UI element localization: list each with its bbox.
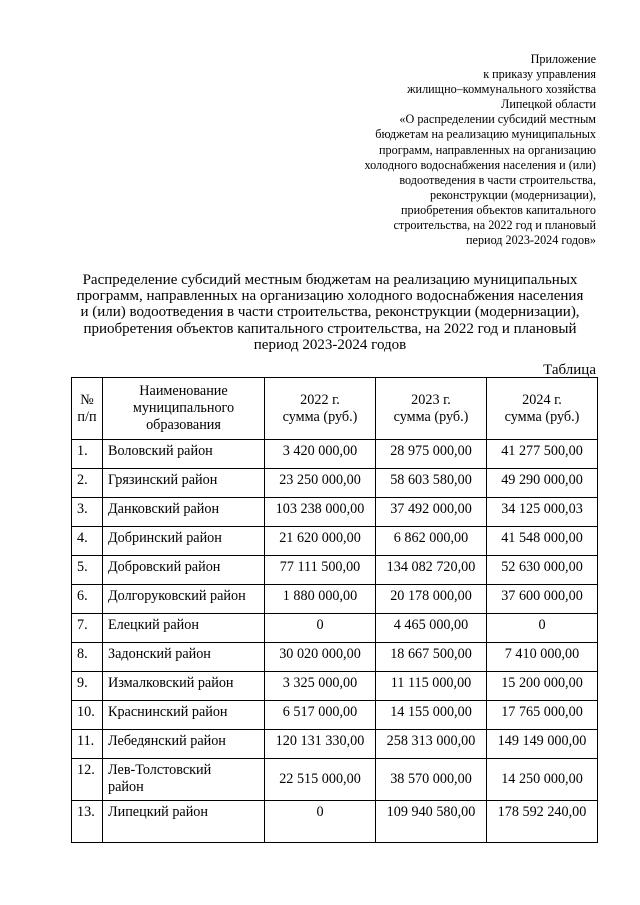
cell-2022: 6 517 000,00 [265,701,376,730]
cell-2024: 178 592 240,00 [487,801,598,843]
cell-num: 10. [72,701,103,730]
title-line: период 2023-2024 годов [253,336,407,353]
cell-name: Задонский район [103,643,265,672]
table-row [72,556,598,585]
cell-name: Липецкий район [103,801,265,843]
annex-block [296,52,596,248]
title-line: приобретения объектов капитального строительства, на 2022 год и плановый [83,320,577,337]
cell-name: Воловский район [103,440,265,469]
cell-2022: 0 [265,801,376,843]
cell-2024: 41 548 000,00 [487,527,598,556]
cell-name: Долгоруковский район [103,585,265,614]
cell-num: 6. [72,585,103,614]
table-header-row [72,378,598,440]
cell-num: 7. [72,614,103,643]
cell-2024: 34 125 000,03 [487,498,598,527]
cell-2022: 77 111 500,00 [265,556,376,585]
cell-2024: 15 200 000,00 [487,672,598,701]
cell-2023: 58 603 580,00 [376,469,487,498]
cell-value: 22 515 000,00 [279,771,361,787]
table-row [72,672,598,701]
cell-name: Измалковский район [103,672,265,701]
annex-line: программ, направленных на организацию [379,142,596,157]
table-label: Таблица [543,362,596,378]
cell-2023: 134 082 720,00 [376,556,487,585]
header-text: сумма (руб.) [282,408,358,425]
cell-num: 8. [72,643,103,672]
cell-2023: 20 178 000,00 [376,585,487,614]
cell-num: 2. [72,469,103,498]
title-line: и (или) водоотведения в части строительства, реконструкции (модернизации), [80,304,580,321]
cell-name [103,759,265,801]
cell-2022: 21 620 000,00 [265,527,376,556]
annex-line: реконструкции (модернизации), [429,187,596,202]
cell-2023 [376,759,487,801]
cell-2022: 3 325 000,00 [265,672,376,701]
cell-2023: 109 940 580,00 [376,801,487,843]
table-row [72,801,598,843]
cell-name: Данковский район [103,498,265,527]
cell-2024: 149 149 000,00 [487,730,598,759]
cell-num: 5. [72,556,103,585]
cell-2023: 6 862 000,00 [376,527,487,556]
title-line: Распределение субсидий местным бюджетам на реализацию муниципальных [82,272,578,288]
annex-line: жилищно–коммунального хозяйства [407,82,596,97]
table-row [72,440,598,469]
cell-2024: 37 600 000,00 [487,585,598,614]
table-row [72,759,598,801]
cell-name: Елецкий район [103,614,265,643]
header-text: п/п [77,408,97,425]
cell-name: Добровский район [103,556,265,585]
annex-line: период 2023-2024 годов» [466,233,596,248]
cell-2024: 7 410 000,00 [487,643,598,672]
table-row [72,498,598,527]
header-2023 [376,378,487,440]
header-text: 2023 г. [411,391,451,408]
cell-2022: 23 250 000,00 [265,469,376,498]
cell-value: 14 250 000,00 [501,771,583,787]
header-text: Наименование [139,383,228,399]
cell-2024: 17 765 000,00 [487,701,598,730]
header-2022 [265,378,376,440]
cell-2022: 3 420 000,00 [265,440,376,469]
table-row [72,614,598,643]
annex-line: водоотведения в части строительства, [399,172,596,187]
cell-name: Лебедянский район [103,730,265,759]
cell-2023: 37 492 000,00 [376,498,487,527]
cell-num: 3. [72,498,103,527]
table-row [72,469,598,498]
title-line: программ, направленных на организацию холодного водоснабжения населения [76,288,584,305]
header-text: сумма (руб.) [504,408,580,425]
header-text: 2022 г. [300,391,340,408]
cell-2023: 18 667 500,00 [376,643,487,672]
table-row [72,527,598,556]
annex-line: к приказу управления [483,67,596,82]
table-row [72,643,598,672]
cell-name: Краснинский район [103,701,265,730]
cell-2022: 103 238 000,00 [265,498,376,527]
cell-name-line: Лев-Толстовский [108,762,212,778]
cell-2024 [487,759,598,801]
document-title [60,272,600,353]
cell-2023: 4 465 000,00 [376,614,487,643]
cell-name: Добринский район [103,527,265,556]
header-2024 [487,378,598,440]
header-text: 2024 г. [522,391,562,408]
cell-num: 12. [72,759,103,801]
cell-value: 38 570 000,00 [390,771,472,787]
cell-2023: 28 975 000,00 [376,440,487,469]
annex-line: Приложение [530,52,596,66]
cell-num: 11. [72,730,103,759]
cell-2023: 14 155 000,00 [376,701,487,730]
cell-name: Грязинский район [103,469,265,498]
cell-num: 13. [72,801,103,843]
header-text: муниципального [132,400,235,416]
cell-num: 9. [72,672,103,701]
cell-2022: 1 880 000,00 [265,585,376,614]
cell-name-line: район [108,779,144,795]
cell-num: 1. [72,440,103,469]
cell-2022: 120 131 330,00 [265,730,376,759]
cell-2022 [265,759,376,801]
header-text: образования [146,417,221,433]
header-num [72,378,103,440]
cell-2022: 0 [265,614,376,643]
cell-2023: 11 115 000,00 [376,672,487,701]
cell-2022: 30 020 000,00 [265,643,376,672]
header-text: № [80,391,94,408]
annex-line: приобретения объектов капитального [401,202,596,217]
annex-line: бюджетам на реализацию муниципальных [375,127,596,142]
subsidy-table [71,377,598,843]
cell-2024: 41 277 500,00 [487,440,598,469]
header-text: сумма (руб.) [393,408,469,425]
cell-2023: 258 313 000,00 [376,730,487,759]
table-row [72,585,598,614]
annex-line: «О распределении субсидий местным [399,112,596,127]
annex-line: строительства, на 2022 год и плановый [393,218,596,233]
annex-line: холодного водоснабжения населения и (или) [364,157,596,172]
table-row [72,701,598,730]
cell-2024: 52 630 000,00 [487,556,598,585]
annex-line: Липецкой области [501,97,596,112]
header-name [103,378,265,440]
cell-2024: 0 [487,614,598,643]
cell-2024: 49 290 000,00 [487,469,598,498]
cell-num: 4. [72,527,103,556]
table-row [72,730,598,759]
